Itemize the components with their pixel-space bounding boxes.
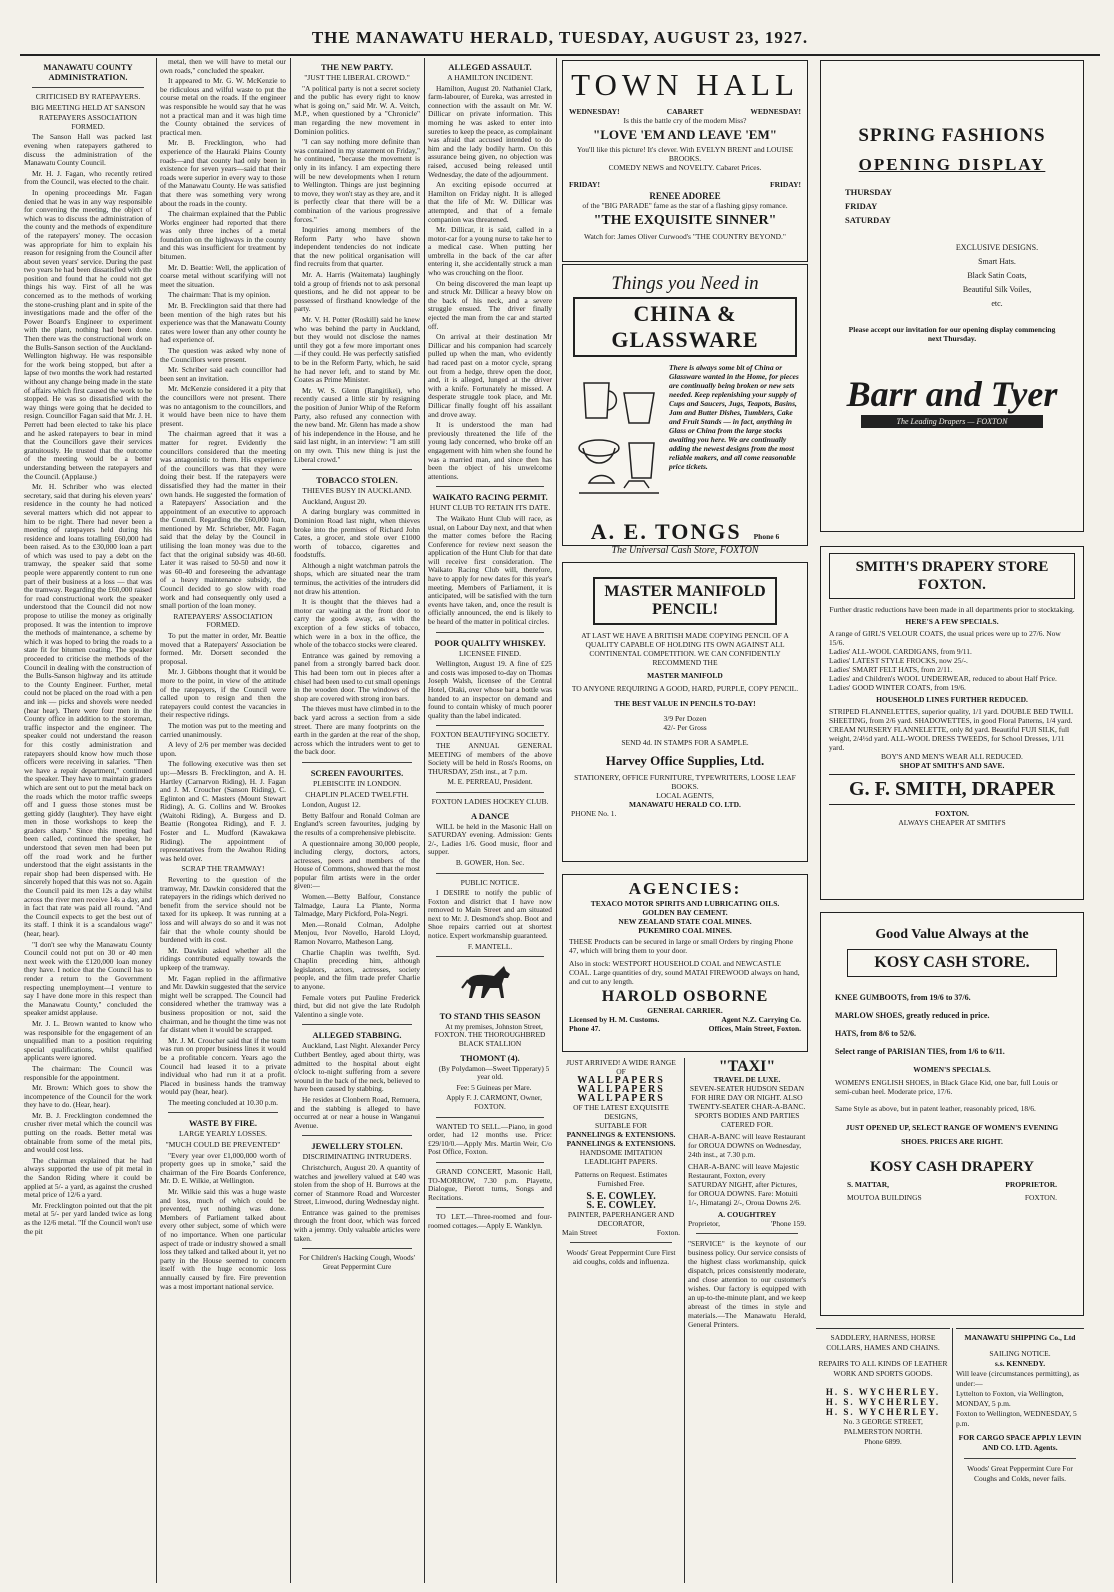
ad-body: REPAIRS TO ALL KINDS OF LEATHER WORK AND SPORTS GOODS. [818,1359,948,1378]
ad-heading: OPENING DISPLAY [858,155,1046,174]
paragraph: Mr. Dillicar, it is said, called in a motor-car for a young nurse to take her to a medical case. When putting her umbrella in the back of the car after entering it, she accidentally struck a man who was crouching on the floor. [428,225,552,278]
paragraph: At my premises, Johnston Street, FOXTON. THE THOROUGHBRED BLACK STALLION [434,1021,546,1049]
paragraph: It is understood the man had previously threatened the life of the young lady concerned, who broke off an engagement with him when she found he was a married man, and since then has been the object of his unwelcome attentions. [428,420,552,481]
ad-body: SADDLERY, HARNESS, HORSE COLLARS, HAMES AND CHAINS. [826,1333,940,1352]
cough-cure-ad: Woods' Great Peppermint Cure For Coughs and Colds, never fails. [967,1464,1073,1483]
paragraph: Mr. J. L. Brown wanted to know who was responsible for the engagement of an unqualified man to a position requiring special qualifications, whilst qualified applicants were ignored. [24,1018,152,1063]
ad-body: "SERVICE" is the keynote of our business policy. Our service consists of the highest class workmanship, quick dispatch, prices consistently moderate, and close attention to our customer's wishes. Our factory is equipped with an up-to-the-minute plant, and we keep abreast of the times in style and materials.—The Manawatu Herald, General Printers. [688,1239,806,1329]
headline: THE NEW PARTY. [320,62,394,72]
day-label: FRIDAY [845,201,878,211]
phone: Phone 6899. [864,1437,902,1446]
ad-body: SPORTS BODIES AND PARTIES CATERED FOR. [694,1111,800,1129]
ad-body: There is always some bit of China or Glassware wanted in the Home, for pieces are continually being broken or new sets needed. Keep replenishing your supply of Cups and Saucers, Jugs, Teapots, Basins, Jam and Butter Dishes, Tumblers, Cake and Fruit Stands — in fact, anything in Glass or China from the large stocks awaiting you here. We are continually adding the newest designs from the most reliable makers, and all come reasonable price tickets. [669,363,799,471]
headline: SCREEN FAVOURITES. [310,767,404,778]
ad-subheading: HOUSEHOLD LINES FURTHER REDUCED. [876,695,1028,704]
subheadline: A HAMILTON INCIDENT. [447,73,533,82]
harvey-pencil-ad [562,562,808,862]
ad-body: LOCAL AGENTS, [656,791,714,800]
paragraph: The chairman agreed that it was a matter for regret. Evidently the councillors considered that the meeting was antagonistic to them. His experience of the councillors was that they were doing their best. If the ratepayers were dissatisfied they had the matter in their own hands. He suggested the formation of a Ratepayers' Association and the appointment of an executive to approach the Council. Regarding the £60,000 loan, mentioned by Mr. Schrieber, Mr. Fagan said that the delay by the Council in utilising the loan money was due to the fact that the original subsidy was 40-60. Later it was raised to 50-50 and now it was 60-40 and foreseeing the advantage of a heavy maintenance subsidy, the Council decided to go slow with road work and had consequently only used a small portion of the loan money. [160,429,286,611]
ad-body: Smart Hats. [978,257,1016,266]
paragraph: London, August 12. [302,800,361,810]
store-name: Harvey Office Supplies, Ltd. [605,753,765,768]
ad-body: TO ANYONE REQUIRING A GOOD, HARD, PURPLE, COPY PENCIL. [571,684,799,693]
paragraph: The meeting concluded at 10.30 p.m. [168,1097,279,1107]
headline: A DANCE [470,810,510,821]
ad-body: THESE Products can be secured in large or small Orders by ringing Phone 47, which will bring them to your door. [569,937,793,955]
column-rule [952,1328,953,1583]
paragraph: Mr. W. S. Glenn (Rangitikei), who recently caused a little stir by resigning the position of Junior Whip of the Reform Party, also refused any connection with the new band. Mr. Glenn has made a show of his independence in the House, and he said last night, in an interview: "I am still on my own. This new thing is just the Liberal crowd." [294,385,420,464]
paragraph: Mr. Schriber said each councillor had been sent an invitation. [160,365,286,383]
ad-item: Ladies' LATEST STYLE FROCKS, now 25/-. [829,656,968,665]
address: No. 3 GEORGE STREET, [843,1417,923,1426]
subheadline: FOXTON LADIES HOCKEY CLUB. [431,796,549,806]
headline: MANAWATU COUNTY ADMINISTRATION. [43,62,133,82]
paragraph: Fee: 5 Guineas per Mare. [456,1082,532,1092]
ad-body: FOR CARGO SPACE APPLY LEVIN AND CO. LTD. Agents. [958,1433,1082,1452]
paragraph: To put the matter in order, Mr. Beattie moved that a Ratepayers' Association be formed. Mr. Dorsett seconded the proposal. [160,631,286,666]
china-illustration-icon [569,363,669,513]
ad-body: Black Satin Coats, [967,271,1027,280]
column-rule [424,58,425,1583]
paragraph: Mr. H. Schriber who was elected secretary, said that during his eleven years' residence in the county he had noticed several matters which did not appear to him to be right. There had never been a meeting of ratepayers held during his residence and loans totalling £60,000 had been raised. As to the £30,000 loan a part of which was used to pay a debt on the tramway, the speaker said that some people were apparently content to run one part of their business at a loss — that was the tramway. Regarding the £60,000 raised for road constructional work the speaker understood that the Council did not now propose to utilise the money as originally proposed. It was the intention to improve the methods of maintenance, a scheme by which it was hoped to bring the roads to a state fit for bitumen coating. The speaker proceeded to criticise the methods of the Council in dealing with the construction of the Bulls-Sanson highway and its attitude to the County Engineer. Further, metal could not be placed on the road with a pen and ink — picks and shovels were needed (hear hear). There were four men in the County office in addition to the storeman, traffic inspector and the engineer. The speaker could not understand the reason for this costly administration and ratepayers should know how much those officers were receiving in salaries. "Then we have a repair department," continued the speaker. They have to maintain graders which are sent out to put the metal back on the roads which the motor traffic sweeps off and I guess those stones must be getting giddy (laughter). They have eight men in those workshops to keep the graders sharp." Since this meeting had been called, continued the speaker, he understood that seven men had been put off the road work and he further understood that the eight assistants in the repair shop had been dispensed with. He sincerely hoped that this was not so. Again the Council paid its men 12s a day whilst across the river men receive 14s a day, and in fact that rate was paid all round. "And the Council expects to get the best out of its staff. I think it is a scandalous wage" (hear, hear). [24,482,152,938]
ad-body: OF THE LATEST EXQUISITE DESIGNS, [573,1103,669,1121]
ad-body: Beautiful Silk Voiles, [962,285,1032,294]
paragraph: Entrance was gained by removing a panel from a strongly barred back door. This had been torn out in pieces after a chisel had been used to cut small openings in the wooden door. The windows of the shop are covered with strong iron bars. [294,650,420,703]
ad-body: TWENTY-SEATER CHAR-A-BANC. [688,1102,806,1111]
address: PALMERSTON NORTH. [843,1427,923,1436]
paragraph: Reverting to the question of the tramway, Mr. Dawkin considered that the ratepayers in the ridings which derived no benefit from the service should not be taxed for its upkeep. It was running at a loss and will always do so and it was not fair that the whole county should be burdened with its cost. [160,875,286,945]
paragraph: A levy of 2/6 per member was decided upon. [160,740,286,758]
paragraph: Although a night watchman patrols the shops, which are situated near the tram terminus, the activities of the intruders did not draw his attention. [294,560,420,596]
column-rule [290,58,291,1583]
ad-item: JUST OPENED UP, SELECT RANGE OF WOMEN'S EVENING SHOES. PRICES ARE RIGHT. [845,1123,1059,1146]
paragraph: "Every year over £1,000,000 worth of property goes up in smoke," said the chairman of the Fire Boards Conference, Mr. D. E. Wilkie, at Wellington. [160,1150,286,1186]
headline: TOBACCO STOLEN. [316,475,398,486]
ad-item: WOMEN'S ENGLISH SHOES, in Black Glace Kid, one bar, full Louis or semi-cuban heel. Moderate price, 17/6. [835,1078,1058,1096]
paragraph: Mr. B. Frecklington said that there had been mention of the high rates but his experience was that the Manawatu County rates were lower than any other county he had experience of. [160,301,286,345]
paragraph: Mr. Fagan replied in the affirmative and Mr. Dawkin suggested that the service might well be scrapped. The Council had considered whether the tramway was a business proposition or not, said the chairman, and he thought the time was not far distant when it would be scrapped. [160,973,286,1035]
cough-cure-ad: Woods' Great Peppermint Cure First aid coughs, colds and influenza. [566,1248,676,1266]
day-label: WEDNESDAY! [569,107,620,116]
phone: 'Phone 159. [770,1219,806,1228]
paragraph: WILL be held in the Masonic Hall on SATURDAY evening. Admission: Gents 2/-, Ladies 1/6. Good music, floor and supper. [428,821,552,857]
price: 42/- Per Gross [663,723,707,732]
headline: THOMONT (4). [460,1052,520,1063]
paragraph: It is thought that the thieves had a motor car waiting at the front door to carry the goods away, as with the exception of a few sticks of tobacco, which were in a box in the office, the whole of the tobacco stocks were cleared. [294,597,420,650]
store-name: A. E. TONGS [590,519,742,544]
ad-body: Will leave (circumstances permitting), as under:— [956,1369,1080,1388]
ad-heading: Things you Need in [611,273,759,294]
paragraph: The motion was put to the meeting and carried unanimously. [160,720,286,739]
ad-body: Please accept our invitation for our opening display commencing next Thursday. [848,325,1056,343]
ad-body: Licensed by H. M. Customs. [569,1015,660,1024]
tagline: Is this the battle cry of the modern Miss? [623,116,747,125]
headline: ALLEGED STABBING. [312,1030,402,1041]
paragraph: Women.—Betty Balfour, Constance Talmadge, Laura La Plante, Norma Talmadge, Mary Pickford, Pola-Negri. [294,892,420,919]
ad-item: KNEE GUMBOOTS, from 19/6 to 37/6. [835,993,971,1002]
paragraph: "I don't see why the Manawatu County Council could not put on 30 or 40 men next week with the £120,000 loan money they have. I notice that the Council has to render a return to the Government respecting unemployment—I venture to say I have done more in this respect than the Manawatu County," concluded the speaker amidst applause. [24,939,152,1018]
ad-body: PROPRIETOR. [1005,1180,1057,1189]
subheadline: "MUCH COULD BE PREVENTED" [165,1140,281,1150]
ad-item: A range of GIRL'S VELOUR COATS, the usual prices were up to 27/6. Now 15/6. [829,629,1061,647]
address: MOUTOA BUILDINGS [847,1193,922,1202]
subheadline: HUNT CLUB TO RETAIN ITS DATE. [429,503,551,513]
paragraph: The question was asked why none of the Councillors were present. [160,346,286,364]
subheadline: SCRAP THE TRAMWAY! [181,864,265,874]
ad-heading: Good Value Always at the [875,927,1029,942]
ad-body: PAINTER, PAPERHANGER AND DECORATOR, [567,1210,675,1228]
paragraph: A questionnaire among 30,000 people, including clergy, doctors, actors, actresses, peers and members of the House of Commons, showed that the most popular film artists were in the order given:— [294,838,420,891]
taxi-ad [688,1058,806,1583]
headline: TO STAND THIS SEASON [439,1010,541,1021]
town-hall-ad [562,60,808,262]
paragraph: I DESIRE to notify the public of Foxton and district that I have now removed to Main Street and am situated next to Mr. J. Desmond's shop. Boot and Shoe repairs carried out at shortest notice. Expert workmanship guaranteed. [428,888,552,941]
subheadline: PLEBISCITE IN LONDON. [313,778,401,788]
film-title: "THE EXQUISITE SINNER" [593,213,777,228]
ad-heading: SPRING FASHIONS [858,125,1046,146]
ad-body: AT LAST WE HAVE A BRITISH MADE COPYING PENCIL OF A QUALITY CAPABLE OF HOLDING ITS OWN AGAINST ALL CONTINENTAL COMPETITION. WE CAN CONFIDENTLY RECOMMEND THE [581,631,789,667]
horse-icon [428,962,552,1007]
phone: Phone 6 [753,532,780,541]
agency-item: TEXACO MOTOR SPIRITS AND LUBRICATING OILS. [590,899,780,908]
store-name: H. S. WYCHERLEY. [825,1397,941,1407]
smith-drapery-ad [820,546,1084,900]
ad-body: SEND 4d. IN STAMPS FOR A SAMPLE. [621,738,749,747]
column-rule [556,58,557,1583]
ad-item: Ladies' and Children's WOOL UNDERWEAR, reduced to about Half Price. [829,674,1057,683]
paragraph: metal, then we will have to metal our own roads," concluded the speaker. [160,57,286,75]
ad-body: Also in stock: WESTPORT HOUSEHOLD COAL and NEWCASTLE COAL. Large quantities of dry, sound MATAI FIREWOOD always on hand, and cut to any length. [569,959,800,986]
store-name: S. E. COWLEY. [586,1191,656,1202]
ad-item: Ladies' ALL-WOOL CARDIGANS, from 9/11. [829,647,972,656]
paragraph: In opening proceedings Mr. Fagan denied that he was in any way responsible for convening the meeting, the object of which was to discuss the administration of the county and the methods of expenditure of the ratepayers' money. The occasion was appropriate for him to explain his reason for resigning from the Council after about seven years' service. During the past two years he had been dissatisfied with the position and found that he could not get things his way. First of all he was concerned as to the methods of working the stone-crushing plant and in spite of the investigations made and the offer of the Power Board's Engineer to experiment with the plant, nothing had been done. Then there was the constructional work on the Bulls-Sanson section of the Auckland-Wellington highway. He was responsible for the work being stopped, but after a lapse of two months the work had restarted without any change being made in the state of affairs which first caused the work to be stopped. He was so dissatisfied with the way things were going that he decided to resign. Councillor Fagan said that Mr. J. H. Perrett had been elected to take his place and he asked ratepayers to bear in mind that the Councillors gave their services gratuitously. He trusted that the outcome of the meeting would be a better understanding between the ratepayers and the Council. (Applause.) [24,187,152,481]
film-title: "LOVE 'EM AND LEAVE 'EM" [593,127,777,142]
column-rule [156,58,157,1583]
day-label: FRIDAY! [770,180,801,189]
signature: B. GOWER, Hon. Sec. [455,857,525,867]
paragraph: Inquiries among members of the Reform Party who have shown independent tendencies do not indicate that the new political organisation will find recruits from that quarter. [294,225,420,269]
paragraph: Mr. A. Harris (Waitemata) laughingly told a group of friends not to ask personal questions, and he did not appear to be possessed of firsthand knowledge of the party. [294,270,420,314]
ad-heading: WALLPAPERS [577,1075,665,1086]
ad-body: THE BEST VALUE IN PENCILS TO-DAY! [614,699,756,708]
address: Foxton. [656,1228,680,1237]
paragraph: Mr. B. Frecklington, who had experience of the Hauraki Plains County roads—and that county had only been in existence for seven years—said that their roads were superior in every way to those of the Manawatu County. He was satisfied that there was something very wrong about the roads in the county. [160,138,286,208]
paragraph: "A political party is not a secret society and the public has every right to know what is going on," said Mr. W. A. Veitch, M.P., when questioned by a "Chronicle" man regarding the new movement in Dominion politics. [294,83,420,136]
town-hall-title: TOWN HALL [571,67,799,102]
paragraph: Female voters put Pauline Frederick third, but did not give the late Rudolph Valentino a single vote. [294,992,420,1019]
paragraph: It appeared to Mr. G. W. McKenzie to be ridiculous and wilful waste to put the course metal on the roads. If the engineer was responsible he would say that he was not a practical man and it was high time the County obtained the services of practical men. [160,76,286,137]
china-glassware-ad [562,264,808,556]
paragraph: Mr. J. Gibbons thought that it would be more to the point, in view of the attitude of the ratepayers, if the Council were called upon to resign and then the ratepayers could contest the vacancies in their respective ridings. [160,667,286,720]
signature: F. MANTELL. [467,941,513,951]
paragraph: THE ANNUAL GENERAL MEETING of members of the above Society will be held in Ross's Rooms, on THURSDAY, 25th inst., at 7 p.m. [428,740,552,776]
paragraph: Mr. J. M. Croucher said that if the team was run on proper business lines it would be a profitable concern. Years ago the Council had leased it to a private individual who had run it at a profit. Placed in business hands the tramway would pay (hear, hear). [160,1035,286,1097]
cabaret-label: CABARET [666,107,704,116]
ad-body: Lyttelton to Foxton, via Wellington, MONDAY, 5 p.m. [956,1389,1064,1408]
subheadline: LARGE YEARLY LOSSES. [179,1129,267,1139]
store-name: H. S. WYCHERLEY. [825,1407,941,1417]
film-note: of the "BIG PARADE" fame as the star of a flashing gipsy romance. [582,201,788,210]
ad-item: Select range of PARISIAN TIES, from 1/6 to 6/11. [835,1047,1005,1056]
ad-heading: MANAWATU SHIPPING Co., Ltd [964,1333,1076,1342]
ad-heading: AGENCIES: [628,879,742,898]
ad-body: PANNELINGS & EXTENSIONS. [566,1130,676,1139]
column-2 [160,58,286,1583]
ad-body: Further drastic reductions have been made in all departments prior to stocktaking. [829,605,1075,614]
day-label: THURSDAY [845,187,892,197]
column-3 [294,58,420,1583]
ad-body: etc. [991,299,1003,308]
price: 3/9 Per Dozen [663,714,707,723]
paragraph: Mr. B. J. Frecklington condemned the crusher river metal which the council was putting on the roads. Better metal was obtainable from some of the metal pits, and would cost less. [24,1110,152,1155]
paragraph: Entrance was gained to the premises through the front door, which was forced with a jemmy. Only valuable articles were taken. [294,1207,420,1243]
ad-body: Agent N.Z. Carrying Co. [721,1015,801,1024]
signature: M. E. PERREAU, President. [447,777,533,787]
ad-heading: MASTER MANIFOLD PENCIL! [593,577,777,625]
paragraph: A daring burglary was committed in Dominion Road last night, when thieves broke into the premises of Richard John Cates, a grocer, and stole over £1000 worth of tobacco, cigarettes and foodstuffs. [294,507,420,560]
store-name: S. E. COWLEY. [586,1200,656,1211]
address: FOXTON. [1024,1193,1057,1202]
kosy-cash-store-ad [820,912,1084,1316]
ad-body: Proprietor, [688,1219,720,1228]
ad-item: MARLOW SHOES, greatly reduced in price. [835,1011,990,1020]
ad-heading: SMITH'S DRAPERY STORE FOXTON. [829,553,1075,599]
paragraph: The chairman: That is my opinion. [168,290,271,300]
paragraph: WANTED TO SELL.—Piano, in good order, had 12 months use. Price: £29/10/0.—Apply Mrs. Martin Weir, C/o Post Office, Foxton. [428,1121,552,1157]
store-name: HAROLD OSBORNE [601,988,769,1005]
column-4 [428,58,552,1583]
agency-item: GOLDEN BAY CEMENT. [642,908,728,917]
ad-subheading: HERE'S A FEW SPECIALS. [905,617,999,626]
ad-body: STATIONERY, OFFICE FURNITURE, TYPEWRITERS, LOOSE LEAF BOOKS. [574,773,796,791]
headline: WASTE BY FIRE. [189,1118,257,1129]
paragraph: On being discovered the man leapt up and struck Mr. Dillicar a heavy blow on the back of his neck, and a severe struggle ensued. The driver finally ejected the man from the car and started off. [428,278,552,331]
ad-body: TRAVEL DE LUXE. [713,1075,781,1084]
wallpapers-ad [562,1058,680,1583]
paragraph: Charlie Chaplin was twelfth, Syd. Chaplin preceding him, although legislators, actors, actresses, society people, and the film trade prefer Charlie to anyone. [294,947,420,991]
column-rule [684,1058,685,1583]
headline: ALLEGED ASSAULT. [448,62,532,72]
headline: JEWELLERY STOLEN. [311,1141,403,1152]
cough-cure-ad: For Children's Hacking Cough, Woods' Great Peppermint Cure [299,1253,415,1271]
paragraph: Christchurch, August 20. A quantity of watches and jewellery valued at £40 was stolen from the shop of H. Burrows at the corner of Stanmore Road and Worcester Street, Linwood, during Wednesday night. [294,1162,420,1207]
subheadline: LICENSEE FINED. [458,648,521,658]
store-name: A. COUGHTREY [717,1210,777,1219]
day-label: WEDNESDAY! [750,107,801,116]
subheadline: BIG MEETING HELD AT SANSON [30,102,146,112]
ad-body: EXCLUSIVE DESIGNS. [955,243,1039,252]
subheadline: "JUST THE LIBERAL CROWD." [304,73,410,82]
subheadline: RATEPAYERS ASSOCIATION FORMED. [39,113,137,131]
ad-item: Ladies' GOOD WINTER COATS, from 19/6. [829,683,966,692]
ad-heading: KOSY CASH STORE. [847,949,1057,977]
paragraph: Mr. D. Beattie: Well, the application of coarse metal without scarifying will not meet the situation. [160,262,286,289]
paragraph: TO LET.—Three-roomed and four-roomed cottages.—Apply E. Wanklyn. [428,1212,552,1230]
subheadline: PUBLIC NOTICE. [460,877,520,887]
film-note: Watch for: James Oliver Curwood's "THE COUNTRY BEYOND." [584,232,786,241]
paragraph: The following executive was then set up:—Messrs B. Frecklington, and A. H. Hartley (Carnarvon Riding), H. J. Fagan and J. M. Croucher (Sanson Riding), C. Eglinton and C. Masters (Mount Stewart Riding), A. G. Collins and W. Brookes (Waitohi Riding), A. Burgess and D. Beattie (Rongotea Riding), and F. J. Foster and L. Mudford (Kawakawa Riding). The appointment of representatives from the Awahou Riding was held over. [160,759,286,863]
subheadline: THIEVES BUSY IN AUCKLAND. [302,486,412,496]
column-1 [24,58,152,1583]
ad-body: JUST ARRIVED! A WIDE RANGE OF [566,1058,676,1076]
ad-body: PANNELINGS & EXTENSIONS. [566,1139,676,1148]
ad-heading: WALLPAPERS [577,1093,665,1104]
store-address: The Universal Cash Store, FOXTON [611,545,759,556]
saddlery-ad [816,1328,950,1584]
paragraph: The Waikato Hunt Club will race, as usual, on Labour Day next, and that when the matter comes before the Racing Conference for review next season the application of the Hunt Club for that date will receive first consideration. The Waikato Racing Club will, therefore, have to apply for new dates for this year's meeting. Members of Parliament, it is anticipated, will be satisfied with the turn events have taken, and, once the result is officially announced, the end is likely to be heard of the matter in political circles. [428,513,552,627]
paragraph: An exciting episode occurred at Hamilton on Friday night. It is alleged that the life of Mr. W. Dillicar was attempted, and that of a female companion was threatened. [428,180,552,224]
ad-body: HANDSOME IMITATION LEADLIGHT PAPERS. [579,1148,663,1166]
ad-subheading: WOMEN'S SPECIALS. [913,1065,991,1074]
store-name: KOSY CASH DRAPERY [870,1159,1034,1175]
day-label: FRIDAY! [569,180,600,189]
ad-body: MASTER MANIFOLD [647,671,723,680]
paragraph: The thieves must have climbed in to the back yard across a section from a side street. There are many footprints on the earth in the garden at the rear of the shop, across which the intruders went to get to the back door. [294,704,421,757]
subheadline: DISCRIMINATING INTRUDERS. [302,1152,412,1162]
paragraph: (By Polydamon—Sweet Tipperary) 5 year old. [438,1063,550,1082]
ad-body: Offices, Main Street, Foxton. [708,1024,801,1033]
ad-heading: CHINA & GLASSWARE [573,297,797,357]
store-name: H. S. WYCHERLEY. [825,1387,941,1397]
ad-body: Foxton to Wellington, WEDNESDAY, 5 p.m. [956,1409,1077,1428]
agencies-ad [562,874,808,1052]
ad-item: Ladies' SMART FELT HATS, from 2/11. [829,665,953,674]
spring-fashions-ad [820,60,1084,532]
film-note: You'll like this picture! It's clever. With EVELYN BRENT and LOUISE BROOKS. [576,145,794,163]
headline: WAIKATO RACING PERMIT. [432,492,548,503]
paragraph: Auckland, August 20. [302,496,367,506]
ad-body: CHAR-A-BANC will leave Restaurant for OROUA DOWNS on Wednesday, 24th inst., at 7.30 p.m. [688,1132,806,1159]
barr-tyer-logo: Barr and Tyer [846,374,1058,414]
paragraph: Men.—Ronald Colman, Adolphe Menjou, Ivor Novello, Harold Lloyd, Ramon Novarro, Matheson Lang. [294,919,420,947]
ad-item: Same Style as above, but in patent leather, reasonably priced, 18/6. [835,1104,1036,1113]
headline: POOR QUALITY WHISKEY. [434,637,546,648]
subheadline: CHAPLIN PLACED TWELFTH. [305,789,409,799]
shipping-ad [956,1328,1084,1584]
star-name: RENEE ADOREE [649,191,721,201]
paragraph: Apply F. J. CARMONT, Owner, FOXTON. [446,1093,542,1111]
paragraph: "I can say nothing more definite than was contained in my statement on Friday," he continued, "because the movement is only in its infancy. I am expecting there will be new developments when I return to Wellington. Things are just beginning to move, they won't stay as they are, and it is perfectly clear that there will be a combination of the various progressive forces." [294,137,420,224]
paragraph: The chairman explained that he had always supported the use of pit metal in the Sandon Riding where it could be applied at 5/- a yard, as against the crushed metal price of 12/6 a yard. [24,1155,152,1200]
paragraph: The Sanson Hall was packed last evening when ratepayers gathered to discuss the administration of the Manawatu County Council. [24,132,152,168]
ad-body: Patterns on Request. Estimates Furnished Free. [574,1170,668,1188]
paragraph: Betty Balfour and Ronald Colman are England's screen favourites, judging by the results of a comprehensive plebiscite. [294,810,420,837]
ad-subheading: s.s. KENNEDY. [994,1359,1046,1368]
paragraph: Hamilton, August 20. Nathaniel Clark, farm-labourer, of Eureka, was arrested in connection with the assault on Mr. W. Dillicar on private information. This morning he was asked to enter into sureties to keep the peace, as complainant was afraid that accused intended to do him and the lady bodily harm. On this assurance being given, no objection was raised, accused being released until Wednesday, the date of the adjournment. [428,83,552,179]
paragraph: The chairman explained that the Public Works engineer had reported that there was only three inches of a metal foundation on the highways in the county and this was insufficient for treatment by bitumen. [160,209,286,262]
paragraph: The chairman: The Council was responsible for the appointment. [24,1063,152,1082]
ad-body: BOY'S AND MEN'S WEAR ALL REDUCED. [881,752,1023,761]
paragraph: Mr. H. J. Fagan, who recently retired from the Council, was elected to the chair. [24,168,152,187]
ad-body: GENERAL CARRIER. [647,1006,723,1015]
phone: PHONE No. 1. [571,809,617,818]
agency-item: PUKEMIRO COAL MINES. [638,926,732,935]
ad-subheading: SAILING NOTICE. [989,1349,1051,1358]
paragraph: On arrival at their destination Mr Dillicar and his companion had scarcely pulled up when the man, who evidently had raced past on a motor cycle, sprang out from a hedge, threw open the door, and, it is alleged, lunged at the driver with a knife. Fortunately he missed. A desperate struggle took place, and Mr. Dillicar finally fought off his assailant and drove away. [428,332,552,419]
ad-item: STRIPED FLANNELETTES, superior quality, 1/1 yard. DOUBLE BED TWILL SHEETING, from 2/6 yard. SHADOWETTES, in good Floral Patterns, 1/4 yard. CREAM NURSERY FLANNELETTE, only 8d yard. Beautiful FUJI SILK, full weight, 2/4½d yard. ALL-WOOL DRESS TWEEDS, for School Dresses, 1/11 yard. [829,707,1073,752]
subheadline: CRITICISED BY RATEPAYERS. [35,92,141,101]
ad-body: CHAR-A-BANC will leave Majestic Restaurant, Foxton, every SATURDAY NIGHT, after Pictures, for OROUA DOWNS. Fare: Motuiti 1/-, Himatangi 2/-, Oroua Downs 2/6. [688,1162,801,1207]
subheadline: RATEPAYERS' ASSOCIATION FORMED. [173,611,273,630]
ad-subheading: SHOP AT SMITH'S AND SAVE. [899,761,1005,770]
ad-body: SUITABLE FOR [594,1121,648,1130]
film-note: COMEDY NEWS and NOVELTY. Cabaret Prices. [608,163,762,172]
ad-item: HATS, from 8/6 to 52/6. [835,1029,917,1038]
address: FOXTON. [935,809,969,818]
ad-heading: WALLPAPERS [577,1084,665,1095]
day-label: SATURDAY [845,215,891,225]
ad-heading: "TAXI" [718,1058,776,1075]
ad-body: MANAWATU HERALD CO. LTD. [629,800,741,809]
paragraph: Auckland, Last Night. Alexander Percy Cuthbert Bentley, aged about thirty, was admitted to the hospital about eight o'clock to-night suffering from a severe wound in the back of the neck, believed to have been caused by stabbing. [294,1041,420,1094]
paragraph: He resides at Clonbern Road, Remuera, and the stabbing is alleged to have occurred at or near a house in Wanganui Avenue. [294,1094,420,1130]
address: Main Street [562,1228,598,1237]
ad-body: ALWAYS CHEAPER AT SMITH'S [898,818,1006,827]
subheadline: FOXTON BEAUTIFYING SOCIETY. [430,730,550,740]
logo-banner: The Leading Drapers — FOXTON [861,415,1043,428]
agency-item: NEW ZEALAND STATE COAL MINES. [618,917,752,926]
paragraph: GRAND CONCERT, Masonic Hall, TO-MORROW, 7.30 p.m. Playette, Dialogue, Pierott turns, Songs and Recitations. [428,1166,552,1202]
masthead-rule [20,54,1100,56]
paragraph: Mr. Brown: Which goes to show the incompetence of the Council for the work they have to do. (Hear, hear). [24,1083,152,1110]
ad-body: SEVEN-SEATER HUDSON SEDAN FOR HIRE DAY OR NIGHT. ALSO [689,1084,805,1102]
phone: Phone 47. [569,1024,601,1033]
masthead: THE MANAWATU HERALD, TUESDAY, AUGUST 23, 1927. [311,28,809,47]
paragraph: Mr. Wilkie said this was a huge waste and loss, much of which could be prevented, yet nothing was done. Members of Parliament talked about every other subject, some of which were of no importance. When one particular aspect of trade or industry showed a small loss they talked and talked about it, yet no party in the House seemed to concern itself with the huge economic loss annually caused by fire. Fire prevention was a most important national service. [160,1187,286,1291]
paragraph: Mr. Frecklington pointed out that the pit metal at 5/- per yard landed twice as long as the 12/6 metal. "If the Council won't use the pit [24,1200,152,1236]
store-name: G. F. SMITH, DRAPER [829,774,1075,805]
paragraph: Mr. McKenzie considered it a pity that the councillors were not present. There was no antagonism to the councillors, and it would have been nice to have them present. [160,384,286,428]
ad-body: S. MATTAR, [847,1180,890,1189]
paragraph: Mr. V. H. Potter (Roskill) said he knew who was behind the party in Auckland, but they would not disclose the names until they got a few more important ones—if they could. He was perfectly satisfied to be in the Reform Party, which, he said he had never left, and to stand by Mr. Coates as Prime Minister. [294,315,420,385]
paragraph: Wellington, August 19. A fine of £25 and costs was imposed to-day on Thomas Joseph Walsh, licensee of the Central Hotel, Otaki, over whose bar a bottle was handed to an inspector on demand and found to contain whisky of much poorer quality than the label indicated. [428,659,552,720]
paragraph: Mr. Dawkin asked whether all the ridings contributed equally towards the upkeep of the tramway. [160,945,286,972]
